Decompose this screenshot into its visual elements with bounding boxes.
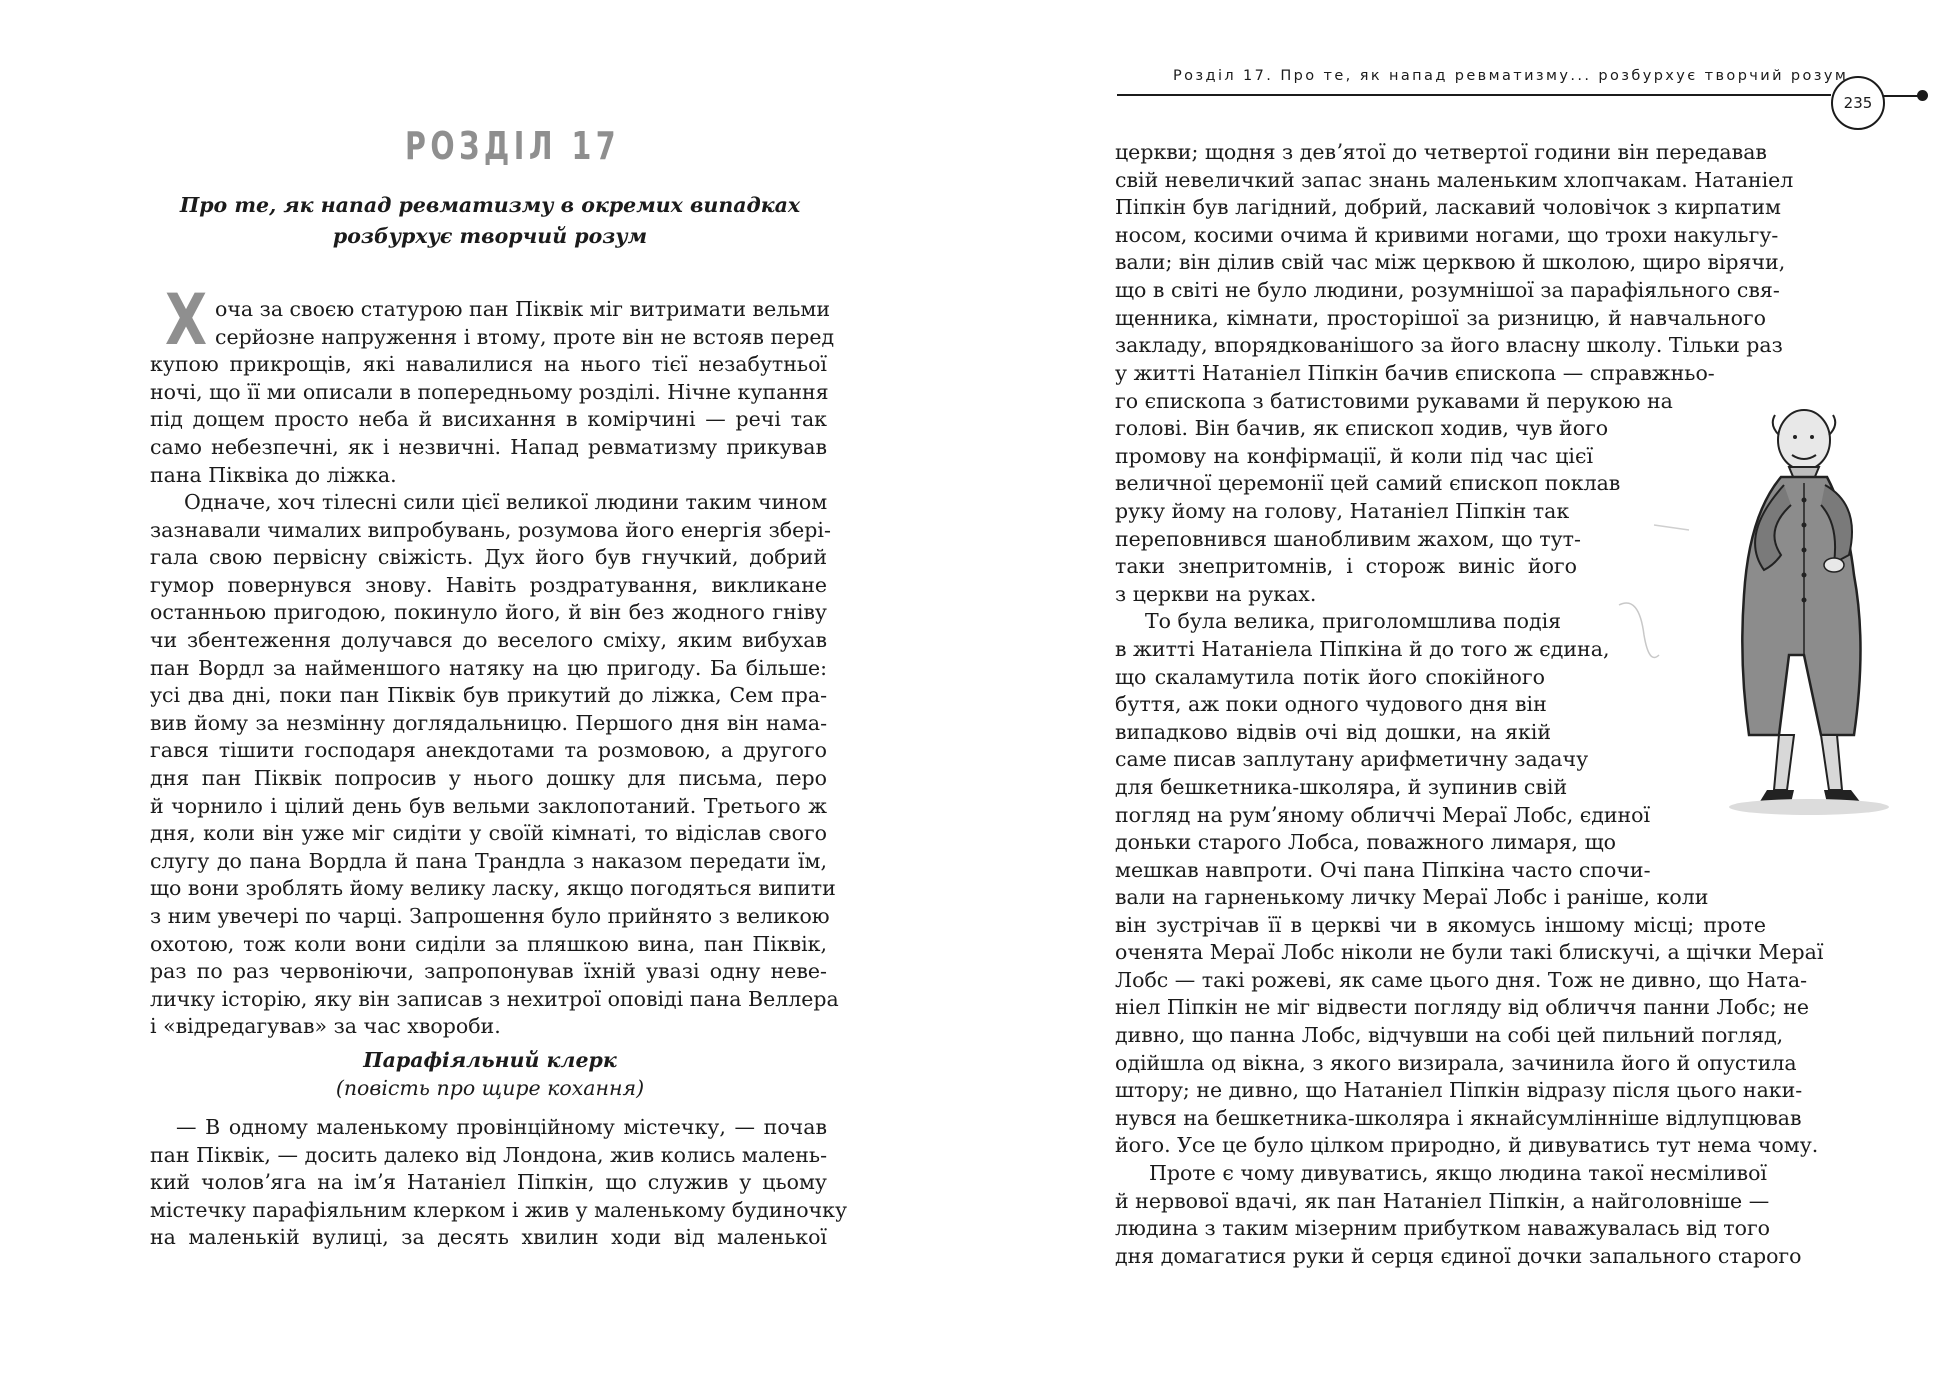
text-line: пан Піквік, — досить далеко від Лондона, жив колись малень- [150, 1142, 827, 1167]
text-line: оча за своєю статурою пан Піквік міг витримати вельми [215, 297, 831, 321]
story-title: Парафіяльний клерк [363, 1048, 617, 1072]
text-line: одійшла од вікна, з якого визирала, зачинила його й опустила [1115, 1050, 1797, 1075]
text-line: Одначе, хоч тілесні сили цієї великої людини таким чином [184, 490, 828, 514]
text-line: дня, коли він уже міг сидіти у своїй кімнаті, то відіслав свого [150, 821, 827, 846]
text-line: Лобс — такі рожеві, як саме цього дня. Тож не дивно, що Ната- [1115, 967, 1808, 992]
text-line: вив йому за незмінну доглядальницю. Першого дня він нама- [150, 710, 827, 735]
text-line: оченята Мераї Лобс ніколи не були такі блискучі, а щічки Мераї [1115, 940, 1824, 965]
chapter-subtitle-line: Про те, як напад ревматизму в окремих випадках [179, 193, 801, 217]
text-line: зазнавали чималих випробувань, розумова його енергія зберi- [150, 517, 831, 542]
text-line: пан Вордл за найменшого натяку на цю пригоду. Ба більше: [150, 655, 827, 680]
text-line: церкви; щодня з девʼятої до четвертої години він передавав [1115, 140, 1767, 164]
text-line: в житті Натаніела Піпкіна й до того ж єдина, [1115, 636, 1610, 661]
text-line: штору; не дивно, що Натаніел Піпкін відразу після цього наки- [1115, 1078, 1803, 1103]
chapter-subtitle-line: розбурхує творчий розум [332, 224, 648, 248]
text-line: дня пан Піквік попросив у нього дошку для письма, перо [150, 765, 827, 790]
text-line: купою прикрощів, які навалилися на нього тієї незабутньої [150, 352, 827, 377]
paragraph-3 [150, 1114, 848, 1252]
text-line: людина з таким мізерним прибутком наважувалась від того [1115, 1216, 1771, 1241]
text-line: голові. Він бачив, як єпископ ходив, чув його [1115, 416, 1609, 441]
text-line: ночі, що її ми описали в попередньому розділі. Нічне купання [150, 379, 829, 404]
text-line: Проте є чому дивуватись, якщо людина такої несміливої [1149, 1160, 1767, 1185]
text-line: мешкав навпроти. Очі пана Піпкіна часто спочи- [1115, 857, 1651, 882]
text-line: й чорнило і цілий день був вельми заклопотаний. Третього ж [150, 793, 827, 818]
text-line: кий чоловʼяга на імʼя Натаніел Піпкін, що служив у цьому [150, 1170, 827, 1195]
text-line: величної церемонії цей самий єпископ поклав [1115, 471, 1621, 496]
text-line: То була велика, приголомшлива подія [1145, 609, 1562, 634]
paragraph-continued [1115, 139, 1794, 360]
text-line: чи збентеження долучався до веселого сміху, яким вибухав [150, 627, 827, 652]
text-line: го єпископа з батистовими рукавами й перукою на [1115, 388, 1673, 413]
right-page [969, 0, 1938, 1388]
running-head: Розділ 17. Про те, як напад ревматизму... розбурхує творчий розум [1173, 68, 1849, 84]
text-line: доньки старого Лобса, поважного лимаря, що [1115, 830, 1616, 855]
left-page: РОЗДІЛ 17 Про те, як напад ревматизму в окремих випадках розбурхує творчий розум Х оча за своєю статурою пан Піквік міг витримати вельми серйозне напруження і втому, проте він не встояв перед купою прикрощів, які навалилися на нього тієї незабутньої ночі, що її ми описали в попередньому розділі. Нічне купання під дощем просто неба й висихання в комірчині — речі так само небезпечні, як і незвичні. Напад ревматизму прикував пана Піквіка до ліжка. Одначе, хоч тілесні сили цієї великої людини таким чином зазнавали чималих випробувань, розумова його енергія зберi- гала свою первісну свіжість. Дух його був гнучкий, добрий гумор повернувся знову. Навіть роздратування, викликане останньою пригодою, покинуло його, й він без жодного гніву чи збентеження долучався до веселого сміху, яким вибухав пан Вордл за найменшого натяку на цю пригоду. Ба більше: усі два дні, поки пан Піквік був прикутий до ліжка, Сем пра- вив йому за незмінну доглядальницю. Першого дня він нама- гався тішити господаря анекдотами та розмовою, а другого дня пан Піквік попросив у нього дошку для письма, перо й чорнило і цілий день був вельми заклопотаний. Третього ж дня, коли він уже міг сидіти у своїй кімнаті, то відіслав свого слугу до пана Вордла й пана Трандла з наказом передати їм, що вони зроблять йому велику ласку, якщо погодяться випити з ним увечері по чарці. Запрошення було прийнято з великою охотою, тож коли вони сиділи за пляшкою вина, пан Піквік, раз по раз червоніючи, запропонував їхній увазі одну неве- личку історію, яку він записав з нехитрої оповіді пана Веллера і «відредагував» за час хвороби. Парафіяльний клерк (повість про щире кохання) — В одному маленькому провінційному містечку, — почав пан Піквік, — досить далеко від Лондона, жив колись малень- кий чоловʼяга на імʼя Натаніел Піпкін, що служив у цьому містечку парафіяльним клерком і жив у маленькому будиночку на маленькій вулиці, за десять хвилин ходи від маленької [0, 0, 969, 1388]
paragraph-1 [150, 296, 835, 489]
story-subtitle: (повість про щире кохання) [335, 1076, 645, 1100]
text-line: дня домагатися руки й серця єдиної дочки запального старого [1115, 1243, 1802, 1268]
text-line: на маленькій вулиці, за десять хвилин ходи від маленької [150, 1225, 827, 1250]
text-line: саме писав заплутану арифметичну задачу [1115, 747, 1589, 772]
text-line: руку йому на голову, Натаніел Піпкін так [1115, 498, 1570, 523]
text-line: й нервової вдачі, як пан Натаніел Піпкін, а найголовніше — [1115, 1188, 1770, 1213]
header-rule [1117, 94, 1769, 96]
text-line: усі два дні, поки пан Піквік був прикутий до ліжка, Сем пра- [150, 683, 827, 708]
page-number: 235 [1843, 94, 1873, 112]
text-line: у житті Натаніел Піпкін бачив єпископа — справжньо- [1115, 361, 1715, 385]
header-rule-dot [1917, 90, 1928, 101]
text-line: слугу до пана Вордла й пана Трандла з наказом передати їм, [150, 848, 827, 873]
text-line: під дощем просто неба й висихання в комірчині — речі так [150, 407, 827, 432]
text-line: гався тішити господаря анекдотами та розмовою, а другого [150, 738, 827, 763]
text-line: пана Піквіка до ліжка. [150, 462, 397, 487]
page-number-badge [1831, 76, 1885, 130]
text-line: промову на конфірмації, й коли під час цієї [1115, 443, 1593, 468]
text-line: вали; він ділив свій час між церквою й школою, щиро вірячи, [1115, 250, 1786, 275]
text-line: нувся на бешкетника-школяра і якнайсумлінніше відлупцював [1115, 1105, 1802, 1130]
paragraph-2 [150, 489, 839, 1041]
text-line: личку історію, яку він записав з нехитрої оповіді пана Веллера [150, 986, 839, 1011]
text-line: для бешкетника-школяра, й зупинив свій [1115, 774, 1568, 799]
text-line: дивно, що панна Лобс, відчувши на собі цей пильний погляд, [1115, 1022, 1784, 1047]
text-line: випадково відвів очі від дошки, на якій [1115, 719, 1551, 744]
drop-cap: Х [165, 279, 208, 361]
clerk-illustration [1599, 405, 1929, 825]
text-line: закладу, впорядкованішого за його власну школу. Тільки раз [1115, 333, 1783, 358]
text-line: що скаламутила потік його спокійного [1115, 664, 1545, 689]
text-line: свій невеличкий запас знань маленьким хлопчакам. Натаніел [1115, 167, 1794, 192]
text-line: вали на гарненькому личку Мераї Лобс і раніше, коли [1115, 885, 1709, 909]
text-line: останньою пригодою, покинуло його, й він без жодного гніву [150, 600, 827, 625]
text-line: містечку парафіяльним клерком і жив у маленькому будиночку [150, 1197, 848, 1222]
text-line: ніел Піпкін не міг відвести погляду від обличчя панни Лобс; не [1115, 995, 1809, 1020]
text-line: його. Усе це було цілком природно, й дивуватись тут нема чому. [1115, 1133, 1819, 1158]
text-line: само небезпечні, як і незвичні. Напад ревматизму прикував [150, 434, 827, 459]
text-line: носом, косими очима й кривими ногами, що трохи накульгу- [1115, 222, 1779, 247]
text-line: він зустрічав її в церкві чи в якомусь іншому місці; проте [1115, 912, 1766, 937]
paragraph-continued [1115, 884, 1824, 1270]
text-line: що в світі не було людини, розумнішої за парафіяльного свя- [1115, 277, 1780, 302]
text-line: — В одному маленькому провінційному містечку, — почав [176, 1115, 827, 1139]
text-line: переповнився шанобливим жахом, що тут- [1115, 526, 1581, 551]
text-line: що вони зроблять йому велику ласку, якщо погодяться випити [150, 876, 836, 901]
text-line: буття, аж поки одного чудового дня він [1115, 692, 1547, 717]
text-line: Піпкін був лагідний, добрий, ласкавий чоловічок з кирпатим [1115, 195, 1781, 220]
text-line: серйозне напруження і втому, проте він не встояв перед [215, 324, 835, 349]
text-line: гала свою первісну свіжість. Дух його був гнучкий, добрий [150, 545, 827, 570]
chapter-subtitle [150, 190, 830, 252]
text-line: з церкви на руках. [1115, 581, 1317, 606]
text-line: гумор повернувся знову. Навіть роздратування, викликане [150, 572, 827, 597]
text-line: з ним увечері по чарці. Запрошення було прийнято з великою [150, 903, 830, 928]
header-rule-connector [1769, 94, 1831, 96]
text-line: щенника, кімнати, просторішої за ризницю, й навчального [1115, 305, 1766, 330]
text-line: таки знепритомнів, і сторож виніс його [1115, 554, 1577, 579]
text-line: охотою, тож коли вони сиділи за пляшкою вина, пан Піквік, [150, 931, 827, 956]
story-heading [150, 1046, 830, 1102]
text-line: і «відредагував» за час хвороби. [150, 1014, 501, 1039]
text-line: погляд на румʼяному обличчі Мераї Лобс, єдиної [1115, 802, 1651, 827]
text-line: раз по раз червоніючи, запропонував їхній увазі одну неве- [150, 959, 827, 984]
